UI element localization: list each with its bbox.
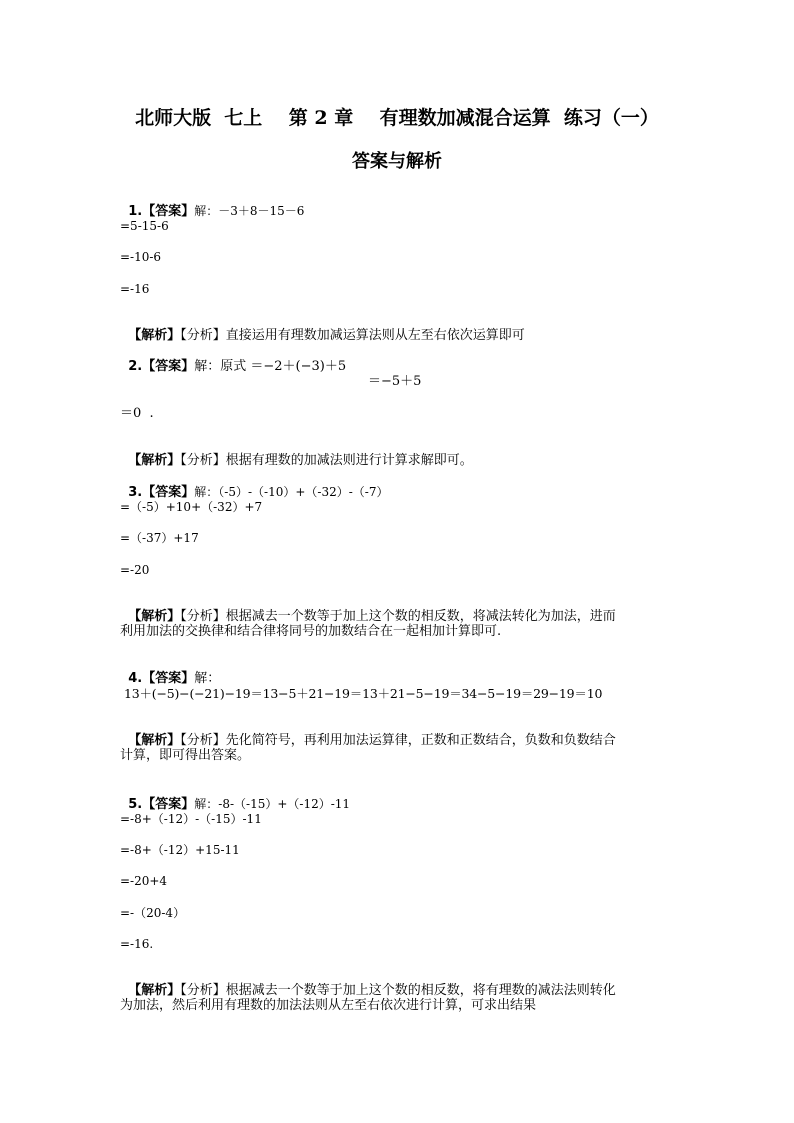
q1-analysis-text: 直接运用有理数加减运算法则从左至右依次运算即可 (225, 328, 525, 343)
q3-step-1: =（-5）+10+（-32）+7 (120, 500, 263, 514)
q4-answer-line (120, 655, 220, 687)
q1-step-2: =-10-6 (120, 250, 162, 264)
analysis-tag-2: 【分析】 (180, 328, 226, 343)
analysis-tag-2: 【分析】 (180, 453, 226, 468)
q5-answer-line (120, 780, 350, 813)
q3-analysis-line-2: 利用加法的交换律和结合律将同号的加数结合在一起相加计算即可. (120, 624, 502, 639)
q3-analysis-text-1: 根据减去一个数等于加上这个数的相反数，将减法转化为加法，进而 (225, 609, 616, 624)
q5-step-3: =-20+4 (120, 874, 168, 888)
q2-number: 2. (128, 359, 143, 374)
q4-analysis-line-1 (120, 717, 616, 749)
q3-step-3: =-20 (120, 563, 150, 577)
analysis-tag: 【解析】 (128, 609, 181, 624)
q2-step-2: ＝0 . (120, 406, 154, 421)
q1-step-3: =-16 (120, 282, 150, 296)
q2-answer-line (120, 343, 346, 375)
analysis-tag: 【解析】 (128, 983, 181, 998)
q1-analysis (120, 312, 525, 344)
answer-tag: 【答案】 (142, 485, 195, 500)
q4-analysis-text-1: 先化简符号，再利用加法运算律，正数和正数结合，负数和负数结合 (225, 733, 616, 748)
q3-analysis-line-1 (120, 593, 616, 625)
analysis-tag: 【解析】 (128, 453, 181, 468)
q2-analysis (120, 437, 473, 469)
q5-lead: 解：-8-（-15）+（-12）-11 (194, 797, 351, 811)
q3-lead: 解：（-5）-（-10）+（-32）-（-7） (194, 485, 389, 499)
q4-number: 4. (128, 671, 143, 686)
analysis-tag: 【解析】 (128, 328, 181, 343)
analysis-tag-2: 【分析】 (180, 983, 226, 998)
q1-answer-line (120, 187, 304, 220)
analysis-tag-2: 【分析】 (180, 733, 226, 748)
q2-analysis-text: 根据有理数的加减法则进行计算求解即可。 (225, 453, 473, 468)
q1-step-1: =5-15-6 (120, 219, 169, 233)
analysis-tag-2: 【分析】 (180, 609, 226, 624)
answer-tag: 【答案】 (142, 359, 195, 374)
q5-step-5: =-16. (120, 937, 154, 951)
q4-equation: 13＋(−5)−(−21)−19＝13−5＋21−19＝13＋21−5−19＝34−5−19＝29−19＝10 (124, 686, 603, 701)
answer-tag: 【答案】 (142, 671, 195, 686)
q3-step-2: =（-37）+17 (120, 531, 199, 545)
answer-tag: 【答案】 (142, 797, 195, 812)
q5-number: 5. (128, 797, 143, 812)
q5-analysis-line-2: 为加法，然后利用有理数的加法法则从左至右依次进行计算，可求出结果 (120, 998, 537, 1013)
q4-lead: 解： (194, 671, 221, 686)
q1-number: 1. (128, 204, 143, 219)
q3-answer-line (120, 468, 388, 501)
page-title: 北师大版 七上 第 2 章 有理数加减混合运算 练习（一） (135, 107, 659, 129)
q5-analysis-line-1 (120, 967, 616, 999)
q4-analysis-line-2: 计算，即可得出答案。 (120, 748, 251, 763)
q5-step-1: =-8+（-12）-（-15）-11 (120, 812, 262, 826)
analysis-tag: 【解析】 (128, 733, 181, 748)
q1-lead: 解：－3＋8－15－6 (194, 204, 305, 218)
q2-step-1: ＝−5＋5 (368, 374, 422, 389)
q5-step-4: =-（20-4） (120, 906, 186, 920)
answer-tag: 【答案】 (142, 204, 195, 219)
q2-lead: 解：原式 ＝−2＋(−3)＋5 (194, 359, 347, 374)
page-subtitle: 答案与解析 (352, 151, 442, 172)
q5-analysis-text-1: 根据减去一个数等于加上这个数的相反数，将有理数的减法法则转化 (225, 983, 616, 998)
q3-number: 3. (128, 485, 143, 500)
q5-step-2: =-8+（-12）+15-11 (120, 843, 240, 857)
